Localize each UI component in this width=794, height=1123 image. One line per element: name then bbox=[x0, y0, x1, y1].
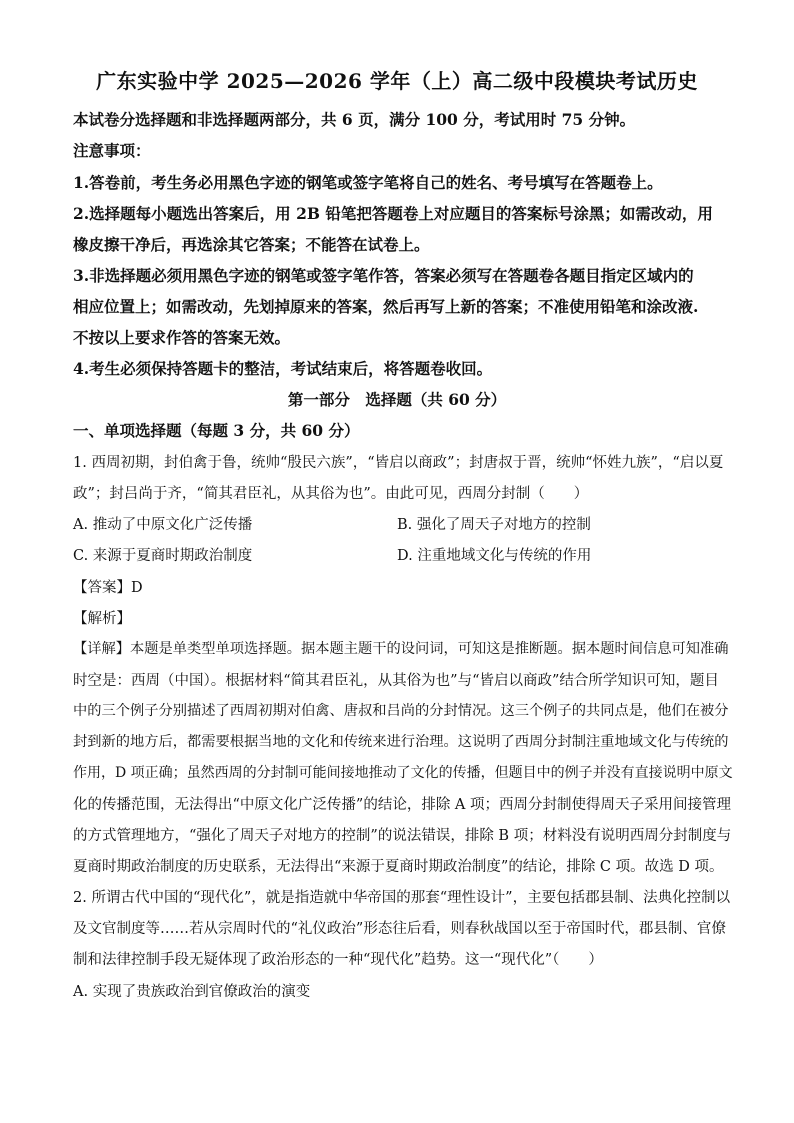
question-1-analysis-heading: 【解析】 bbox=[73, 611, 131, 627]
notice-heading: 注意事项： bbox=[73, 141, 151, 160]
analysis-line: 时空是：西周（中国）。根据材料“简其君臣礼，从其俗为也”与“皆启以商政”结合所学知识可知，题目 bbox=[73, 673, 719, 689]
analysis-line: 化的传播范围，无法得出“中原文化广泛传播”的结论，排除 A 项；西周分封制使得周天子采用间接管理 bbox=[73, 797, 732, 813]
question-2-stem: 及文官制度等……若从宗周时代的“礼仪政治”形态往后看，则春秋战国以至于帝国时代，郡县制、官僚 bbox=[73, 921, 726, 937]
notice-item: 1.答卷前，考生务必用黑色字迹的钢笔或签字笔将自己的姓名、考号填写在答题卷上。 bbox=[73, 173, 663, 192]
notice-item: 4.考生必须保持答题卡的整洁，考试结束后，将答题卷收回。 bbox=[73, 359, 493, 378]
question-1-answer: 【答案】D bbox=[73, 580, 143, 596]
part-heading: 第一部分 选择题（共 60 分） bbox=[287, 390, 507, 409]
question-2-stem: 2. 所谓古代中国的“现代化”，就是指造就中华帝国的那套“理性设计”，主要包括郡县制、法典化控制以 bbox=[73, 890, 731, 906]
notice-item: 3.非选择题必须用黑色字迹的钢笔或签字笔作答，答案必须写在答题卷各题目指定区域内的 bbox=[73, 266, 694, 285]
analysis-line: 【详解】本题是单类型单项选择题。据本题主题干的设问词，可知这是推断题。据本题时间信息可知准确 bbox=[73, 641, 729, 657]
question-1-stem: 政”；封吕尚于齐，“简其君臣礼，从其俗为也”。由此可见，西周分封制（ ） bbox=[73, 486, 589, 502]
notice-item: 2.选择题每小题选出答案后，用 2B 铅笔把答题卷上对应题目的答案标号涂黑；如需改动，用 bbox=[73, 204, 713, 223]
analysis-line: 夏商时期政治制度的历史联系，无法得出“来源于夏商时期政治制度”的结论，排除 C 项。故选 D 项。 bbox=[73, 859, 724, 875]
analysis-line: 作用，D 项正确；虽然西周的分封制可能间接地推动了文化的传播，但题目中的例子并没有直接说明中原文 bbox=[73, 765, 733, 781]
question-1-option-a: A. 推动了中原文化广泛传播 bbox=[73, 517, 253, 533]
section-heading: 一、单项选择题（每题 3 分，共 60 分） bbox=[73, 421, 360, 440]
notice-item: 橡皮擦干净后，再选涂其它答案；不能答在试卷上。 bbox=[73, 235, 430, 254]
question-1-stem: 1. 西周初期，封伯禽于鲁，统帅“殷民六族”，“皆启以商政”；封唐叔于晋，统帅“怀姓九族”，“启以夏 bbox=[73, 455, 724, 471]
question-2-option-a: A. 实现了贵族政治到官僚政治的演变 bbox=[73, 984, 311, 1000]
analysis-line: 的方式管理地方，“强化了周天子对地方的控制”的说法错误，排除 B 项；材料没有说明西周分封制度与 bbox=[73, 828, 732, 844]
analysis-line: 中的三个例子分别描述了西周初期对伯禽、唐叔和吕尚的分封情况。这三个例子的共同点是，他们在被分 bbox=[73, 703, 729, 719]
notice-item: 相应位置上；如需改动，先划掉原来的答案，然后再写上新的答案；不准使用铅笔和涂改液. bbox=[73, 297, 699, 316]
notice-item: 不按以上要求作答的答案无效。 bbox=[73, 328, 291, 347]
exam-title: 广东实验中学 2025—2026 学年（上）高二级中段模块考试历史 bbox=[96, 69, 698, 93]
exam-intro: 本试卷分选择题和非选择题两部分，共 6 页，满分 100 分，考试用时 75 分钟。 bbox=[73, 110, 636, 129]
analysis-line: 封到新的地方后，都需要根据当地的文化和传统来进行治理。这说明了西周分封制注重地域文化与传统的 bbox=[73, 734, 729, 750]
question-1-option-b: B. 强化了周天子对地方的控制 bbox=[397, 517, 591, 533]
question-2-stem: 制和法律控制手段无疑体现了政治形态的一种“现代化”趋势。这一“现代化”（ ） bbox=[73, 952, 603, 968]
question-1-option-d: D. 注重地域文化与传统的作用 bbox=[397, 548, 592, 564]
question-1-option-c: C. 来源于夏商时期政治制度 bbox=[73, 548, 253, 564]
